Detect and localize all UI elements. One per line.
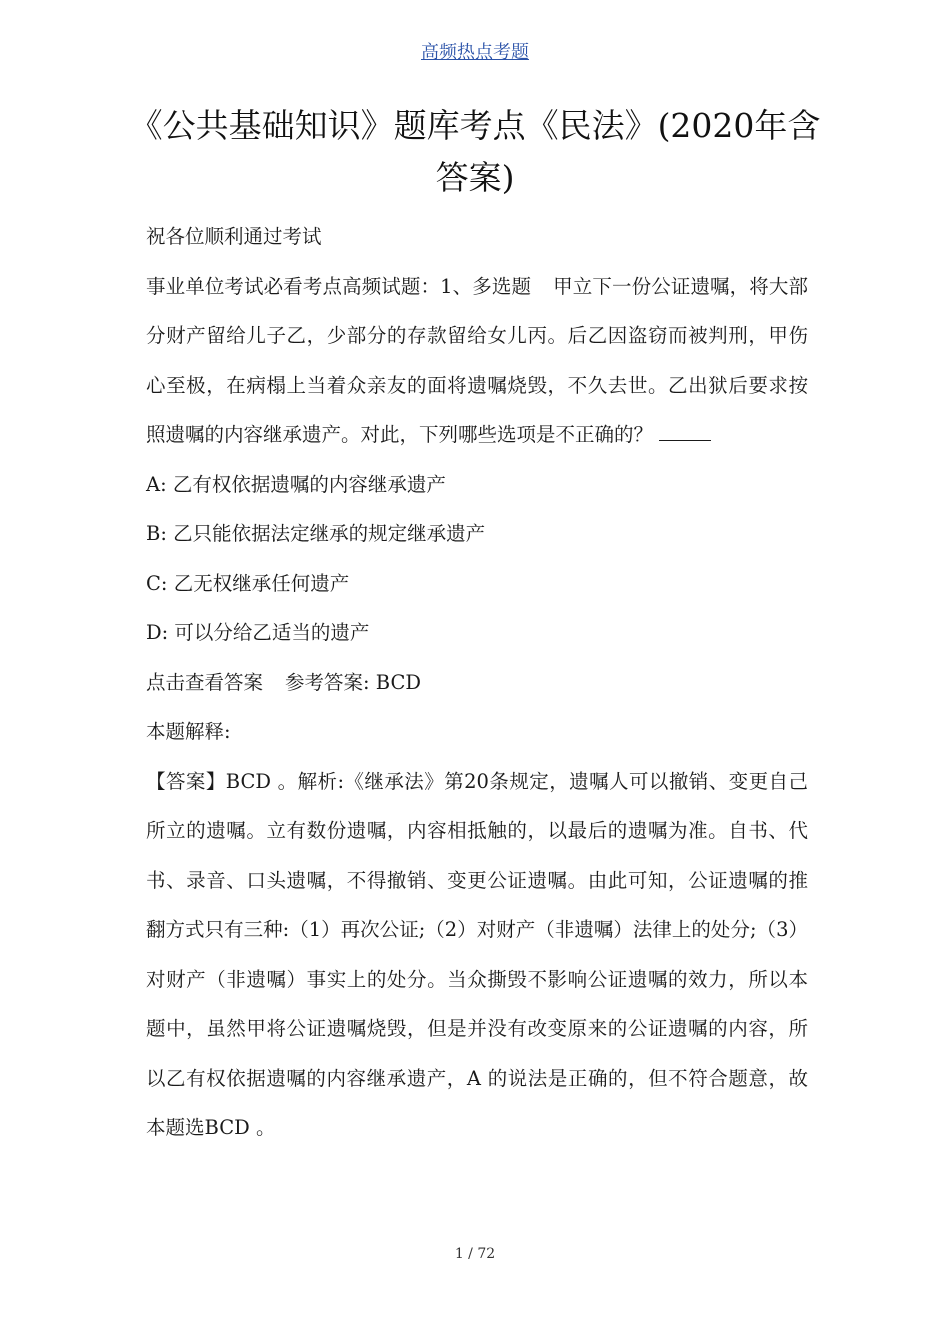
option-d: D: 可以分给乙适当的遗产 <box>146 621 370 644</box>
answer-line <box>146 658 808 708</box>
explanation-text: 【答案】BCD 。解析:《继承法》第20条规定，遗嘱人可以撤销、变更自己所立的遗嘱。立有数份遗嘱，内容相抵触的，以最后的遗嘱为准。自书、代书、录音、口头遗嘱，不得撤销、变更公证遗嘱。由此可知，公证遗嘱的推翻方式只有三种:（1）再次公证;（2）对财产（非遗嘱）法律上的处分;（3）对财产（非遗嘱）事实上的处分。当众撕毁不影响公证遗嘱的效力，所以本题中，虽然甲将公证遗嘱烧毁，但是并没有改变原来的公证遗嘱的内容，所以乙有权依据遗嘱的内容继承遗产，A 的说法是正确的，但不符合题意，故本题选BCD 。 <box>146 769 808 1139</box>
page-title: 《公共基础知识》题库考点《民法》(2020年含答案) <box>129 106 821 197</box>
header-link[interactable]: 高频热点考题 <box>421 42 529 63</box>
question-text: 甲立下一份公证遗嘱，将大部分财产留给儿子乙，少部分的存款留给女儿丙。后乙因盗窃而被判刑，甲伤心至极，在病榻上当着众亲友的面将遗嘱烧毁，不久去世。乙出狱后要求按照遗嘱的内容继承遗产。对此，下列哪些选项是不正确的？ <box>146 274 808 446</box>
view-answer-link[interactable]: 点击查看答案 <box>146 670 264 694</box>
page-number: 1 / 72 <box>454 1246 496 1262</box>
option-a: A: 乙有权依据遗嘱的内容继承遗产 <box>146 472 446 496</box>
question-intro: 事业单位考试必看考点高频试题：1、多选题 <box>146 274 532 298</box>
question-paragraph <box>146 262 808 460</box>
explanation-label: 本题解释: <box>146 720 231 743</box>
document-body <box>146 212 808 1153</box>
reference-answer: 参考答案: BCD <box>285 670 422 694</box>
option-c: C: 乙无权继承任何遗产 <box>146 571 350 595</box>
greeting-text: 祝各位顺利通过考试 <box>146 225 322 248</box>
answer-blank <box>659 439 711 441</box>
option-b: B: 乙只能依据法定继承的规定继承遗产 <box>146 522 486 545</box>
